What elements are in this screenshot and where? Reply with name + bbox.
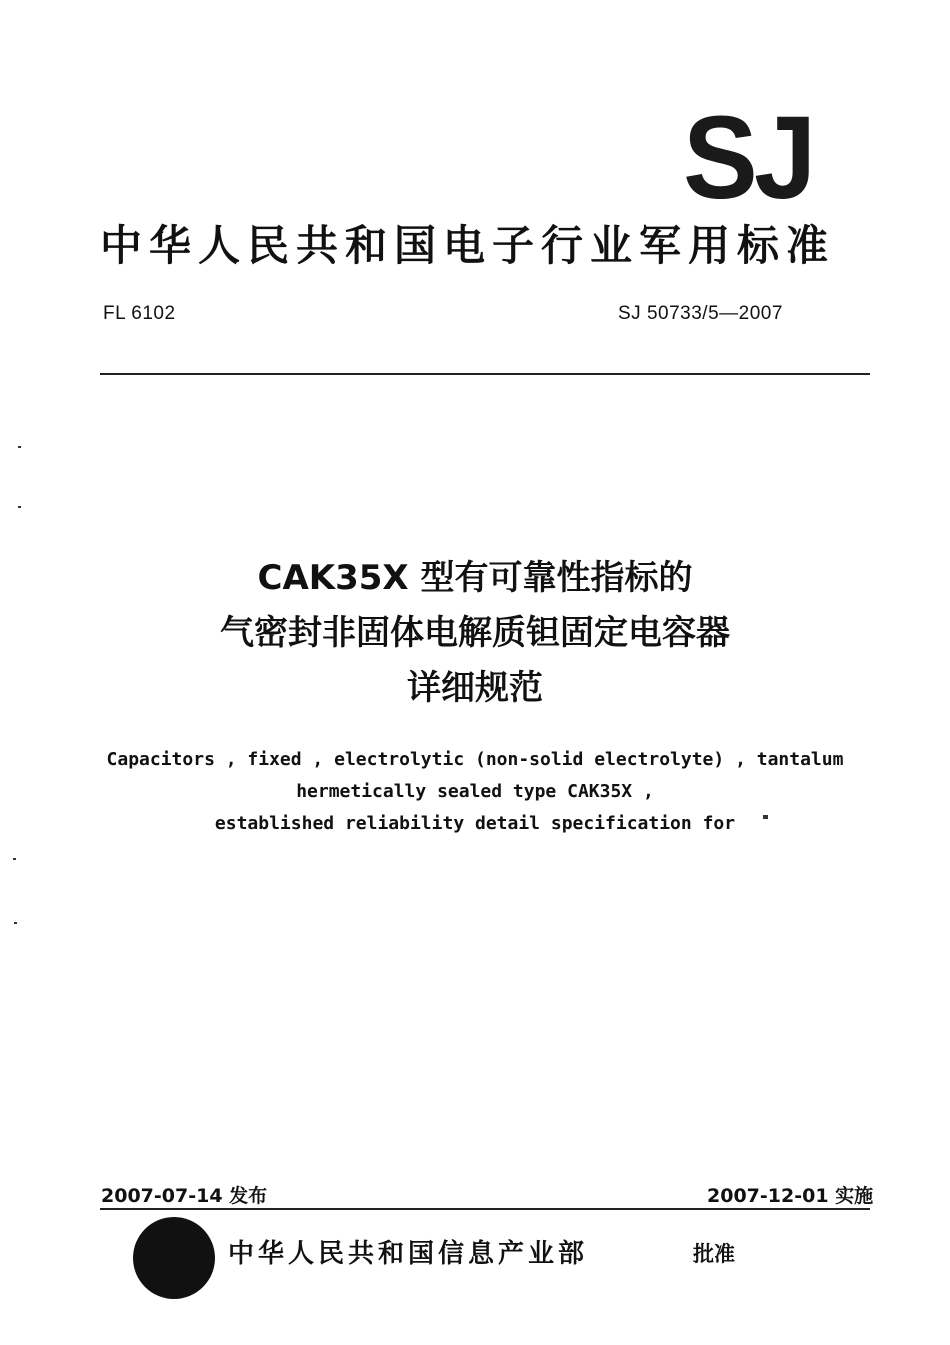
scan-speck xyxy=(763,815,768,819)
title-cn-line-2: 气密封非固体电解质钽固定电容器 xyxy=(220,613,730,653)
scan-speck xyxy=(18,506,21,508)
header-divider xyxy=(100,373,870,375)
scan-speck xyxy=(14,922,17,924)
title-en-line-1: Capacitors , fixed , electrolytic (non-solid electrolyte) , tantalum xyxy=(106,749,844,770)
effective-date: 2007-12-01 实施 xyxy=(707,1185,874,1207)
approval-label: 批准 xyxy=(693,1242,735,1266)
title-cn-line-3: 详细规范 xyxy=(407,668,543,708)
title-en-line-3: established reliability detail specification for xyxy=(214,813,736,834)
scan-speck xyxy=(13,858,16,860)
ministry-name: 中华人民共和国信息产业部 xyxy=(228,1239,589,1269)
ministry-seal-icon xyxy=(133,1217,215,1299)
footer-divider xyxy=(100,1208,870,1210)
issue-date: 2007-07-14 发布 xyxy=(101,1185,268,1207)
title-en-line-2: hermetically sealed type CAK35X , xyxy=(296,781,654,802)
scan-speck xyxy=(18,446,21,448)
title-cn-line-1: CAK35X 型有可靠性指标的 xyxy=(257,558,693,598)
sj-logo: SJ xyxy=(683,92,813,224)
classification-code: FL 6102 xyxy=(103,303,176,324)
org-title: 中华人民共和国电子行业军用标准 xyxy=(100,221,836,270)
standard-number: SJ 50733/5—2007 xyxy=(618,303,783,324)
